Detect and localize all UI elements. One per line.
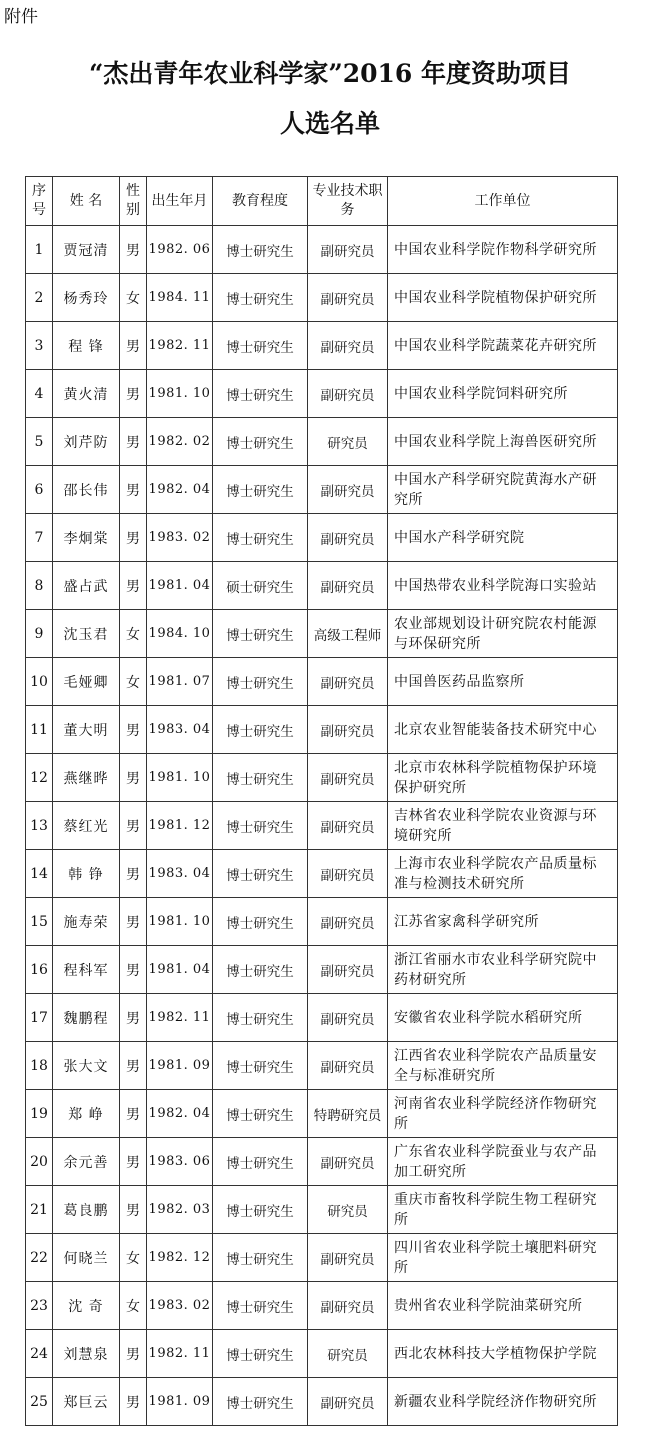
- gender: 男: [120, 1378, 147, 1426]
- work-unit: 吉林省农业科学院农业资源与环境研究所: [388, 802, 618, 850]
- table-row: [26, 1138, 618, 1186]
- work-unit: 浙江省丽水市农业科学研究院中药材研究所: [388, 946, 618, 994]
- row-number: 8: [26, 562, 53, 610]
- work-unit: 中国农业科学院蔬菜花卉研究所: [388, 322, 618, 370]
- gender: 男: [120, 1330, 147, 1378]
- table-row: [26, 658, 618, 706]
- work-unit: 中国兽医药品监察所: [388, 658, 618, 706]
- work-unit: 中国农业科学院上海兽医研究所: [388, 418, 618, 466]
- person-name: 董大明: [53, 706, 120, 754]
- birth-date: 1982. 11: [147, 1330, 213, 1378]
- column-header-no: 序号: [26, 177, 53, 226]
- birth-date: 1983. 04: [147, 706, 213, 754]
- education-level: 博士研究生: [213, 1090, 308, 1138]
- table-row: [26, 994, 618, 1042]
- gender: 女: [120, 274, 147, 322]
- professional-title: 副研究员: [308, 466, 388, 514]
- professional-title: 副研究员: [308, 802, 388, 850]
- work-unit: 新疆农业科学院经济作物研究所: [388, 1378, 618, 1426]
- row-number: 23: [26, 1282, 53, 1330]
- birth-date: 1983. 02: [147, 1282, 213, 1330]
- row-number: 11: [26, 706, 53, 754]
- table-row: [26, 1186, 618, 1234]
- professional-title: 副研究员: [308, 274, 388, 322]
- education-level: 硕士研究生: [213, 562, 308, 610]
- education-level: 博士研究生: [213, 610, 308, 658]
- education-level: 博士研究生: [213, 850, 308, 898]
- birth-date: 1983. 04: [147, 850, 213, 898]
- gender: 男: [120, 802, 147, 850]
- gender: 男: [120, 370, 147, 418]
- work-unit: 贵州省农业科学院油菜研究所: [388, 1282, 618, 1330]
- education-level: 博士研究生: [213, 706, 308, 754]
- education-level: 博士研究生: [213, 418, 308, 466]
- education-level: 博士研究生: [213, 370, 308, 418]
- professional-title: 副研究员: [308, 994, 388, 1042]
- row-number: 10: [26, 658, 53, 706]
- professional-title: 副研究员: [308, 946, 388, 994]
- row-number: 17: [26, 994, 53, 1042]
- row-number: 6: [26, 466, 53, 514]
- work-unit: 中国农业科学院植物保护研究所: [388, 274, 618, 322]
- row-number: 24: [26, 1330, 53, 1378]
- gender: 男: [120, 562, 147, 610]
- person-name: 黄火清: [53, 370, 120, 418]
- row-number: 18: [26, 1042, 53, 1090]
- table-row: [26, 850, 618, 898]
- person-name: 魏鹏程: [53, 994, 120, 1042]
- work-unit: 中国水产科学研究院黄海水产研究所: [388, 466, 618, 514]
- professional-title: 副研究员: [308, 370, 388, 418]
- birth-date: 1981. 09: [147, 1378, 213, 1426]
- table-row: [26, 706, 618, 754]
- table-row: [26, 898, 618, 946]
- work-unit: 西北农林科技大学植物保护学院: [388, 1330, 618, 1378]
- birth-date: 1981. 09: [147, 1042, 213, 1090]
- birth-date: 1981. 04: [147, 562, 213, 610]
- row-number: 20: [26, 1138, 53, 1186]
- gender: 男: [120, 1186, 147, 1234]
- birth-date: 1982. 04: [147, 1090, 213, 1138]
- professional-title: 副研究员: [308, 658, 388, 706]
- birth-date: 1982. 06: [147, 226, 213, 274]
- person-name: 毛娅卿: [53, 658, 120, 706]
- education-level: 博士研究生: [213, 226, 308, 274]
- gender: 男: [120, 1042, 147, 1090]
- row-number: 2: [26, 274, 53, 322]
- table-header-row: [26, 177, 618, 226]
- table-row: [26, 322, 618, 370]
- education-level: 博士研究生: [213, 994, 308, 1042]
- birth-date: 1983. 06: [147, 1138, 213, 1186]
- table-row: [26, 1234, 618, 1282]
- education-level: 博士研究生: [213, 898, 308, 946]
- row-number: 16: [26, 946, 53, 994]
- birth-date: 1983. 02: [147, 514, 213, 562]
- work-unit: 四川省农业科学院土壤肥料研究所: [388, 1234, 618, 1282]
- professional-title: 研究员: [308, 1186, 388, 1234]
- gender: 男: [120, 322, 147, 370]
- birth-date: 1984. 10: [147, 610, 213, 658]
- birth-date: 1981. 10: [147, 370, 213, 418]
- birth-date: 1984. 11: [147, 274, 213, 322]
- person-name: 邵长伟: [53, 466, 120, 514]
- birth-date: 1982. 11: [147, 994, 213, 1042]
- column-header-birth: 出生年月: [147, 177, 213, 226]
- person-name: 沈玉君: [53, 610, 120, 658]
- professional-title: 特聘研究员: [308, 1090, 388, 1138]
- professional-title: 副研究员: [308, 226, 388, 274]
- column-header-education: 教育程度: [213, 177, 308, 226]
- birth-date: 1982. 04: [147, 466, 213, 514]
- education-level: 博士研究生: [213, 1378, 308, 1426]
- professional-title: 副研究员: [308, 562, 388, 610]
- work-unit: 中国水产科学研究院: [388, 514, 618, 562]
- professional-title: 副研究员: [308, 514, 388, 562]
- work-unit: 中国农业科学院作物科学研究所: [388, 226, 618, 274]
- professional-title: 副研究员: [308, 898, 388, 946]
- row-number: 22: [26, 1234, 53, 1282]
- professional-title: 研究员: [308, 1330, 388, 1378]
- professional-title: 副研究员: [308, 1234, 388, 1282]
- person-name: 贾冠清: [53, 226, 120, 274]
- professional-title: 副研究员: [308, 850, 388, 898]
- row-number: 19: [26, 1090, 53, 1138]
- row-number: 15: [26, 898, 53, 946]
- row-number: 14: [26, 850, 53, 898]
- birth-date: 1982. 03: [147, 1186, 213, 1234]
- work-unit: 中国农业科学院饲料研究所: [388, 370, 618, 418]
- row-number: 4: [26, 370, 53, 418]
- person-name: 杨秀玲: [53, 274, 120, 322]
- gender: 男: [120, 706, 147, 754]
- table-row: [26, 1042, 618, 1090]
- gender: 男: [120, 418, 147, 466]
- row-number: 1: [26, 226, 53, 274]
- person-name: 燕继晔: [53, 754, 120, 802]
- birth-date: 1981. 12: [147, 802, 213, 850]
- person-name: 余元善: [53, 1138, 120, 1186]
- row-number: 25: [26, 1378, 53, 1426]
- person-name: 李炯棠: [53, 514, 120, 562]
- person-name: 盛占武: [53, 562, 120, 610]
- person-name: 郑 峥: [53, 1090, 120, 1138]
- table-row: [26, 1378, 618, 1426]
- professional-title: 副研究员: [308, 706, 388, 754]
- table-row: [26, 466, 618, 514]
- gender: 男: [120, 850, 147, 898]
- table-row: [26, 370, 618, 418]
- row-number: 21: [26, 1186, 53, 1234]
- professional-title: 高级工程师: [308, 610, 388, 658]
- work-unit: 中国热带农业科学院海口实验站: [388, 562, 618, 610]
- professional-title: 副研究员: [308, 1378, 388, 1426]
- person-name: 韩 铮: [53, 850, 120, 898]
- column-header-unit: 工作单位: [388, 177, 618, 226]
- table-row: [26, 754, 618, 802]
- education-level: 博士研究生: [213, 1042, 308, 1090]
- gender: 男: [120, 946, 147, 994]
- birth-date: 1981. 07: [147, 658, 213, 706]
- table-row: [26, 418, 618, 466]
- work-unit: 广东省农业科学院蚕业与农产品加工研究所: [388, 1138, 618, 1186]
- birth-date: 1982. 02: [147, 418, 213, 466]
- work-unit: 北京农业智能装备技术研究中心: [388, 706, 618, 754]
- row-number: 7: [26, 514, 53, 562]
- education-level: 博士研究生: [213, 514, 308, 562]
- professional-title: 研究员: [308, 418, 388, 466]
- professional-title: 副研究员: [308, 754, 388, 802]
- work-unit: 江西省农业科学院农产品质量安全与标准研究所: [388, 1042, 618, 1090]
- table-row: [26, 1090, 618, 1138]
- education-level: 博士研究生: [213, 1282, 308, 1330]
- column-header-name: 姓 名: [53, 177, 120, 226]
- education-level: 博士研究生: [213, 802, 308, 850]
- table-row: [26, 226, 618, 274]
- person-name: 沈 奇: [53, 1282, 120, 1330]
- person-name: 蔡红光: [53, 802, 120, 850]
- education-level: 博士研究生: [213, 274, 308, 322]
- gender: 男: [120, 226, 147, 274]
- person-name: 郑巨云: [53, 1378, 120, 1426]
- birth-date: 1981. 10: [147, 754, 213, 802]
- gender: 女: [120, 610, 147, 658]
- professional-title: 副研究员: [308, 1042, 388, 1090]
- row-number: 12: [26, 754, 53, 802]
- birth-date: 1981. 10: [147, 898, 213, 946]
- education-level: 博士研究生: [213, 658, 308, 706]
- professional-title: 副研究员: [308, 1138, 388, 1186]
- document-title: “杰出青年农业科学家”2016 年度资助项目: [88, 59, 572, 88]
- document-subtitle: 人选名单: [279, 109, 380, 138]
- gender: 男: [120, 1138, 147, 1186]
- professional-title: 副研究员: [308, 322, 388, 370]
- gender: 女: [120, 658, 147, 706]
- attachment-label: 附件: [4, 7, 38, 27]
- table-row: [26, 946, 618, 994]
- education-level: 博士研究生: [213, 1330, 308, 1378]
- gender: 男: [120, 754, 147, 802]
- education-level: 博士研究生: [213, 946, 308, 994]
- column-header-title: 专业技术职务: [308, 177, 388, 226]
- row-number: 5: [26, 418, 53, 466]
- work-unit: 重庆市畜牧科学院生物工程研究所: [388, 1186, 618, 1234]
- birth-date: 1982. 12: [147, 1234, 213, 1282]
- person-name: 刘芹防: [53, 418, 120, 466]
- table-row: [26, 562, 618, 610]
- work-unit: 安徽省农业科学院水稻研究所: [388, 994, 618, 1042]
- education-level: 博士研究生: [213, 322, 308, 370]
- gender: 男: [120, 466, 147, 514]
- gender: 男: [120, 1090, 147, 1138]
- work-unit: 江苏省家禽科学研究所: [388, 898, 618, 946]
- work-unit: 农业部规划设计研究院农村能源与环保研究所: [388, 610, 618, 658]
- professional-title: 副研究员: [308, 1282, 388, 1330]
- table-row: [26, 514, 618, 562]
- person-name: 张大文: [53, 1042, 120, 1090]
- person-name: 程 锋: [53, 322, 120, 370]
- row-number: 9: [26, 610, 53, 658]
- person-name: 刘慧泉: [53, 1330, 120, 1378]
- table-row: [26, 610, 618, 658]
- table-row: [26, 1330, 618, 1378]
- education-level: 博士研究生: [213, 754, 308, 802]
- table-row: [26, 1282, 618, 1330]
- gender: 男: [120, 994, 147, 1042]
- gender: 男: [120, 898, 147, 946]
- work-unit: 北京市农林科学院植物保护环境保护研究所: [388, 754, 618, 802]
- gender: 女: [120, 1234, 147, 1282]
- person-name: 葛良鹏: [53, 1186, 120, 1234]
- work-unit: 河南省农业科学院经济作物研究所: [388, 1090, 618, 1138]
- candidate-table: [25, 176, 618, 1426]
- table-row: [26, 802, 618, 850]
- row-number: 3: [26, 322, 53, 370]
- column-header-gender: 性别: [120, 177, 147, 226]
- table-row: [26, 274, 618, 322]
- education-level: 博士研究生: [213, 1138, 308, 1186]
- education-level: 博士研究生: [213, 1234, 308, 1282]
- education-level: 博士研究生: [213, 466, 308, 514]
- person-name: 何晓兰: [53, 1234, 120, 1282]
- education-level: 博士研究生: [213, 1186, 308, 1234]
- row-number: 13: [26, 802, 53, 850]
- birth-date: 1982. 11: [147, 322, 213, 370]
- gender: 男: [120, 514, 147, 562]
- birth-date: 1981. 04: [147, 946, 213, 994]
- work-unit: 上海市农业科学院农产品质量标准与检测技术研究所: [388, 850, 618, 898]
- person-name: 施寿荣: [53, 898, 120, 946]
- gender: 女: [120, 1282, 147, 1330]
- person-name: 程科军: [53, 946, 120, 994]
